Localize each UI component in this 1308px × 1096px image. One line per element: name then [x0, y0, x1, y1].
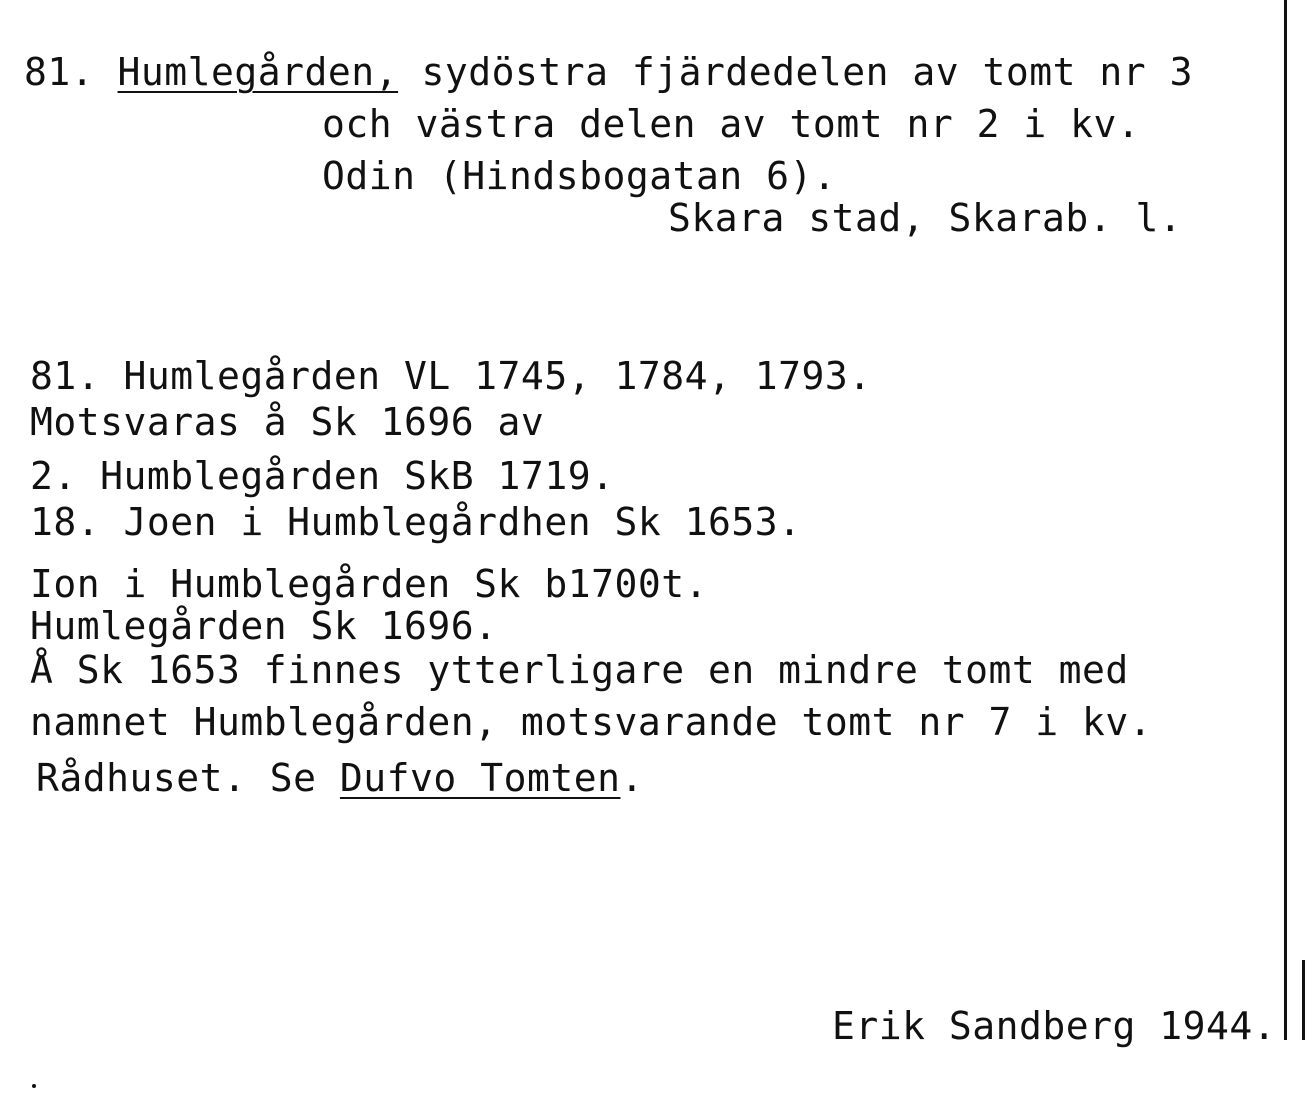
reference-text: Rådhuset. Se	[36, 756, 340, 800]
header-line-1	[24, 50, 1193, 94]
header-line-3: Odin (Hindsbogatan 6).	[322, 154, 837, 198]
body-line-4: 18. Joen i Humblegårdhen Sk 1653.	[30, 500, 802, 544]
entry-description: sydöstra fjärdedelen av tomt nr 3	[421, 50, 1193, 94]
reference-end: .	[620, 756, 644, 800]
body-line-2: Motsvaras å Sk 1696 av	[30, 400, 545, 444]
entry-number: 81.	[24, 50, 95, 94]
card-edge-mark	[1302, 960, 1305, 1040]
signature: Erik Sandberg 1944.	[832, 1004, 1277, 1048]
header-location: Skara stad, Skarab. l.	[668, 196, 1183, 240]
entry-name: Humlegården,	[117, 50, 399, 94]
header-line-2: och västra delen av tomt nr 2 i kv.	[322, 102, 1141, 146]
body-line-3: 2. Humblegården SkB 1719.	[30, 454, 615, 498]
body-line-5: Ion i Humblegården Sk b1700t.	[30, 562, 708, 606]
body-line-8: namnet Humblegården, motsvarande tomt nr 7 i kv.	[30, 700, 1153, 744]
body-line-1: 81. Humlegården VL 1745, 1784, 1793.	[30, 354, 872, 398]
scan-speck	[32, 1084, 36, 1088]
body-line-7: Å Sk 1653 finnes ytterligare en mindre tomt med	[30, 648, 1129, 692]
body-line-6: Humlegården Sk 1696.	[30, 604, 498, 648]
reference-link: Dufvo Tomten	[339, 756, 621, 800]
card-edge-line	[1284, 0, 1287, 1040]
body-line-9	[36, 756, 644, 800]
